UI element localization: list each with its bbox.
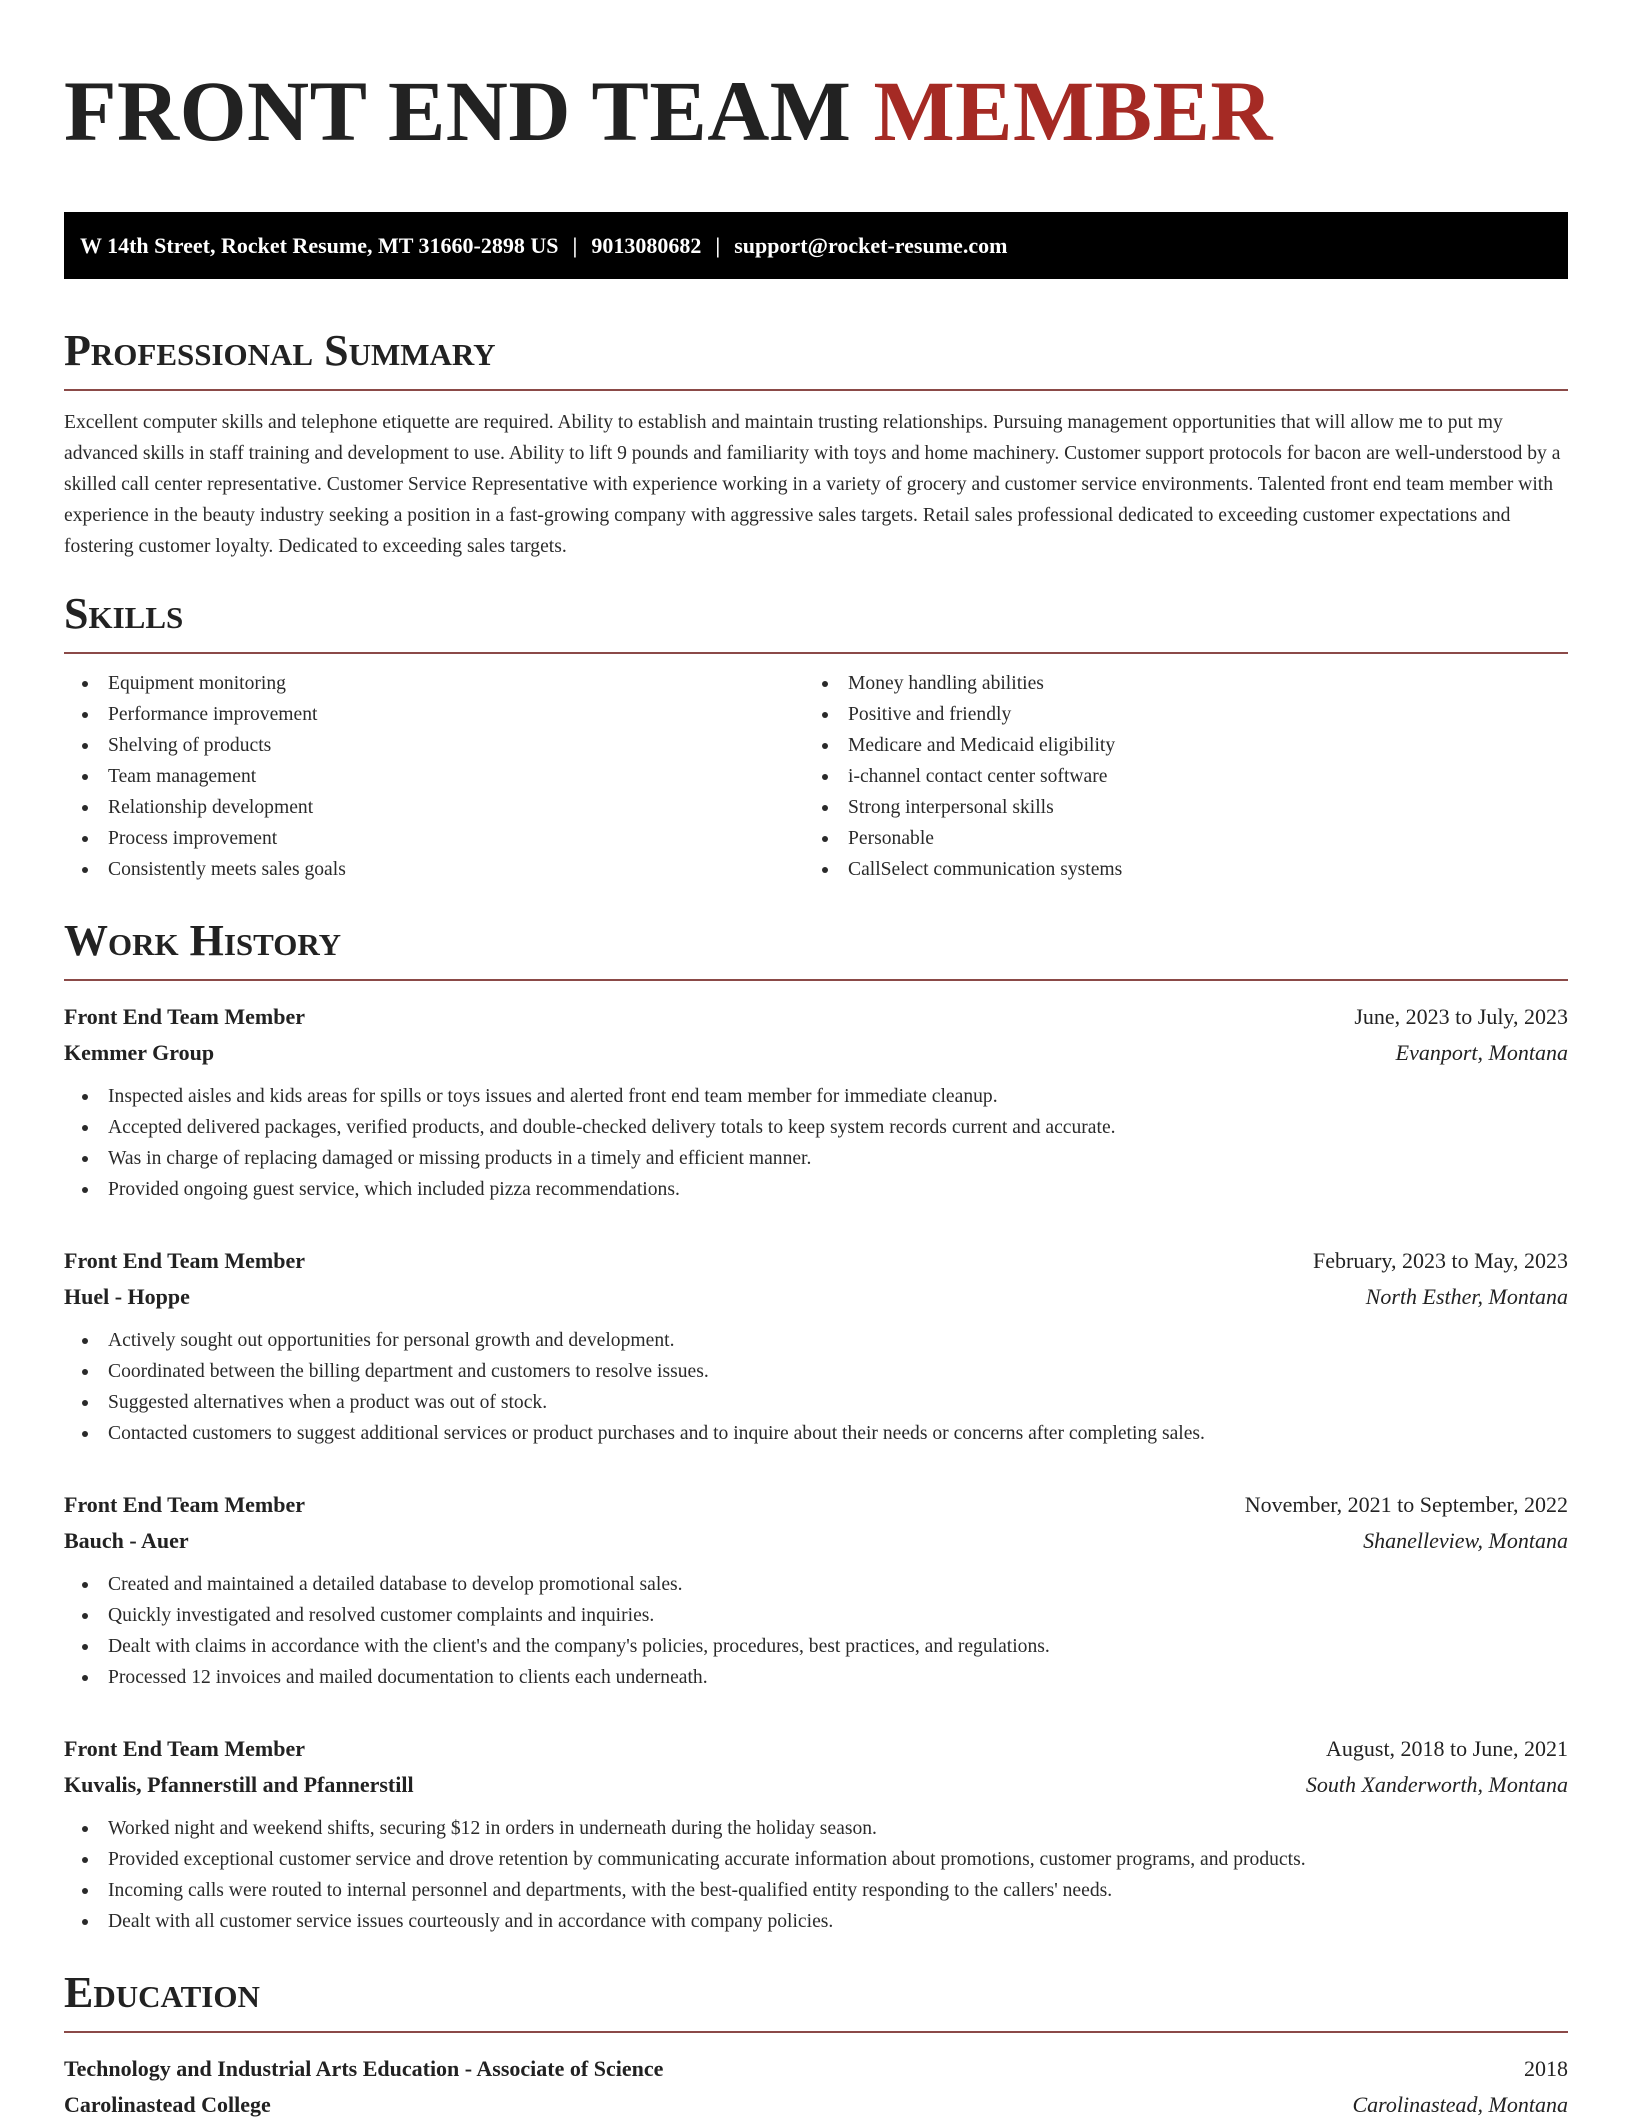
job-title: Front End Team Member: [64, 1004, 305, 1029]
job-bullet: Contacted customers to suggest additional services or product purchases and to inquire about their needs or concerns after completing sales.: [64, 1418, 1568, 1449]
skills-columns: [64, 668, 1568, 885]
job-title: Front End Team Member: [64, 1736, 305, 1761]
job-company-row: [64, 1035, 1568, 1071]
job-bullet: Actively sought out opportunities for personal growth and development.: [64, 1325, 1568, 1356]
skill-item: i-channel contact center software: [804, 761, 1544, 792]
job-bullet: Incoming calls were routed to internal personnel and departments, with the best-qualified entity responding to the callers' needs.: [64, 1875, 1568, 1906]
contact-phone: 9013080682: [591, 232, 702, 258]
job-bullet: Processed 12 invoices and mailed documentation to clients each underneath.: [64, 1662, 1568, 1693]
job-header-row: [64, 999, 1568, 1035]
skill-item: Equipment monitoring: [64, 668, 804, 699]
job-bullets: [64, 1569, 1568, 1693]
section-title-skills: Skills: [64, 592, 1568, 654]
job-bullet: Accepted delivered packages, verified products, and double-checked delivery totals to keep system records current and accurate.: [64, 1112, 1568, 1143]
skills-list-right: [804, 668, 1544, 885]
job-company: Bauch - Auer: [64, 1528, 189, 1553]
skill-item: Process improvement: [64, 823, 804, 854]
job-bullet: Dealt with all customer service issues courteously and in accordance with company policies.: [64, 1906, 1568, 1937]
job-header-row: [64, 1243, 1568, 1279]
skill-item: Performance improvement: [64, 699, 804, 730]
job-company: Kuvalis, Pfannerstill and Pfannerstill: [64, 1772, 414, 1797]
education-school: Carolinastead College: [64, 2092, 271, 2117]
skill-item: Team management: [64, 761, 804, 792]
job-entry: [64, 1731, 1568, 1937]
job-bullets: [64, 1325, 1568, 1449]
skill-item: Positive and friendly: [804, 699, 1544, 730]
job-title: Front End Team Member: [64, 1492, 305, 1517]
education-school-row: [64, 2087, 1568, 2123]
job-location: Shanelleview, Montana: [1363, 1528, 1568, 1553]
contact-email: support@rocket-resume.com: [734, 232, 1008, 258]
skills-list-left: [64, 668, 804, 885]
contact-bar: [64, 212, 1568, 279]
name-accent: MEMBER: [873, 63, 1274, 159]
job-company-row: [64, 1523, 1568, 1559]
job-bullet: Inspected aisles and kids areas for spills or toys issues and alerted front end team member for immediate cleanup.: [64, 1081, 1568, 1112]
section-title-summary: Professional Summary: [64, 329, 1568, 391]
job-bullets: [64, 1081, 1568, 1205]
job-company: Huel - Hoppe: [64, 1284, 190, 1309]
job-location: North Esther, Montana: [1365, 1284, 1568, 1309]
skill-item: Money handling abilities: [804, 668, 1544, 699]
job-entry: [64, 1243, 1568, 1449]
job-dates: November, 2021 to September, 2022: [1244, 1492, 1568, 1517]
work-section: [64, 916, 1568, 1937]
job-bullet: Suggested alternatives when a product was out of stock.: [64, 1387, 1568, 1418]
resume-name: [64, 64, 1568, 176]
education-location: Carolinastead, Montana: [1352, 2092, 1568, 2117]
education-entry: [64, 2051, 1568, 2123]
job-title: Front End Team Member: [64, 1248, 305, 1273]
skills-section: [64, 589, 1568, 885]
skill-item: Consistently meets sales goals: [64, 854, 804, 885]
job-bullet: Was in charge of replacing damaged or missing products in a timely and efficient manner.: [64, 1143, 1568, 1174]
job-company-row: [64, 1279, 1568, 1315]
skill-item: Medicare and Medicaid eligibility: [804, 730, 1544, 761]
section-title-education: Education: [64, 1971, 1568, 2033]
job-header-row: [64, 1731, 1568, 1767]
job-entry: [64, 1487, 1568, 1693]
contact-separator: |: [572, 232, 578, 258]
job-entry: [64, 999, 1568, 1205]
skill-item: Shelving of products: [64, 730, 804, 761]
job-bullet: Provided ongoing guest service, which included pizza recommendations.: [64, 1174, 1568, 1205]
job-dates: August, 2018 to June, 2021: [1326, 1736, 1568, 1761]
skill-item: Relationship development: [64, 792, 804, 823]
section-title-work: Work History: [64, 919, 1568, 981]
contact-separator: |: [715, 232, 721, 258]
job-bullet: Provided exceptional customer service and drove retention by communicating accurate information about promotions, customer programs, and products.: [64, 1844, 1568, 1875]
job-location: Evanport, Montana: [1395, 1040, 1568, 1065]
summary-text: Excellent computer skills and telephone etiquette are required. Ability to establish and maintain trusting relationships. Pursuing management opportunities that will allow me to put my advanced skills in staff training and development to use. Ability to lift 9 pounds and familiarity with toys and home machinery. Customer support protocols for bacon are well-understood by a skilled call center representative. Customer Service Representative with experience working in a variety of grocery and customer service environments. Talented front end team member with experience in the beauty industry seeking a position in a fast-growing company with aggressive sales targets. Retail sales professional dedicated to exceeding customer expectations and fostering customer loyalty. Dedicated to exceeding sales targets.: [64, 412, 1561, 557]
education-degree-row: [64, 2051, 1568, 2087]
job-bullet: Worked night and weekend shifts, securing $12 in orders in underneath during the holiday season.: [64, 1813, 1568, 1844]
job-header-row: [64, 1487, 1568, 1523]
education-degree: Technology and Industrial Arts Education - Associate of Science: [64, 2056, 664, 2081]
skill-item: Personable: [804, 823, 1544, 854]
job-bullets: [64, 1813, 1568, 1937]
skill-item: Strong interpersonal skills: [804, 792, 1544, 823]
job-bullet: Created and maintained a detailed database to develop promotional sales.: [64, 1569, 1568, 1600]
skill-item: CallSelect communication systems: [804, 854, 1544, 885]
job-bullet: Quickly investigated and resolved customer complaints and inquiries.: [64, 1600, 1568, 1631]
summary-section: [64, 326, 1568, 562]
education-year: 2018: [1524, 2056, 1568, 2081]
job-location: South Xanderworth, Montana: [1305, 1772, 1568, 1797]
job-company: Kemmer Group: [64, 1040, 215, 1065]
job-bullet: Coordinated between the billing department and customers to resolve issues.: [64, 1356, 1568, 1387]
contact-address: W 14th Street, Rocket Resume, MT 31660-2898 US: [80, 232, 559, 258]
education-section: [64, 1968, 1568, 2123]
name-main: FRONT END TEAM: [64, 63, 852, 159]
job-company-row: [64, 1767, 1568, 1803]
job-dates: February, 2023 to May, 2023: [1313, 1248, 1568, 1273]
job-bullet: Dealt with claims in accordance with the client's and the company's policies, procedures, best practices, and regulations.: [64, 1631, 1568, 1662]
job-dates: June, 2023 to July, 2023: [1354, 1004, 1568, 1029]
